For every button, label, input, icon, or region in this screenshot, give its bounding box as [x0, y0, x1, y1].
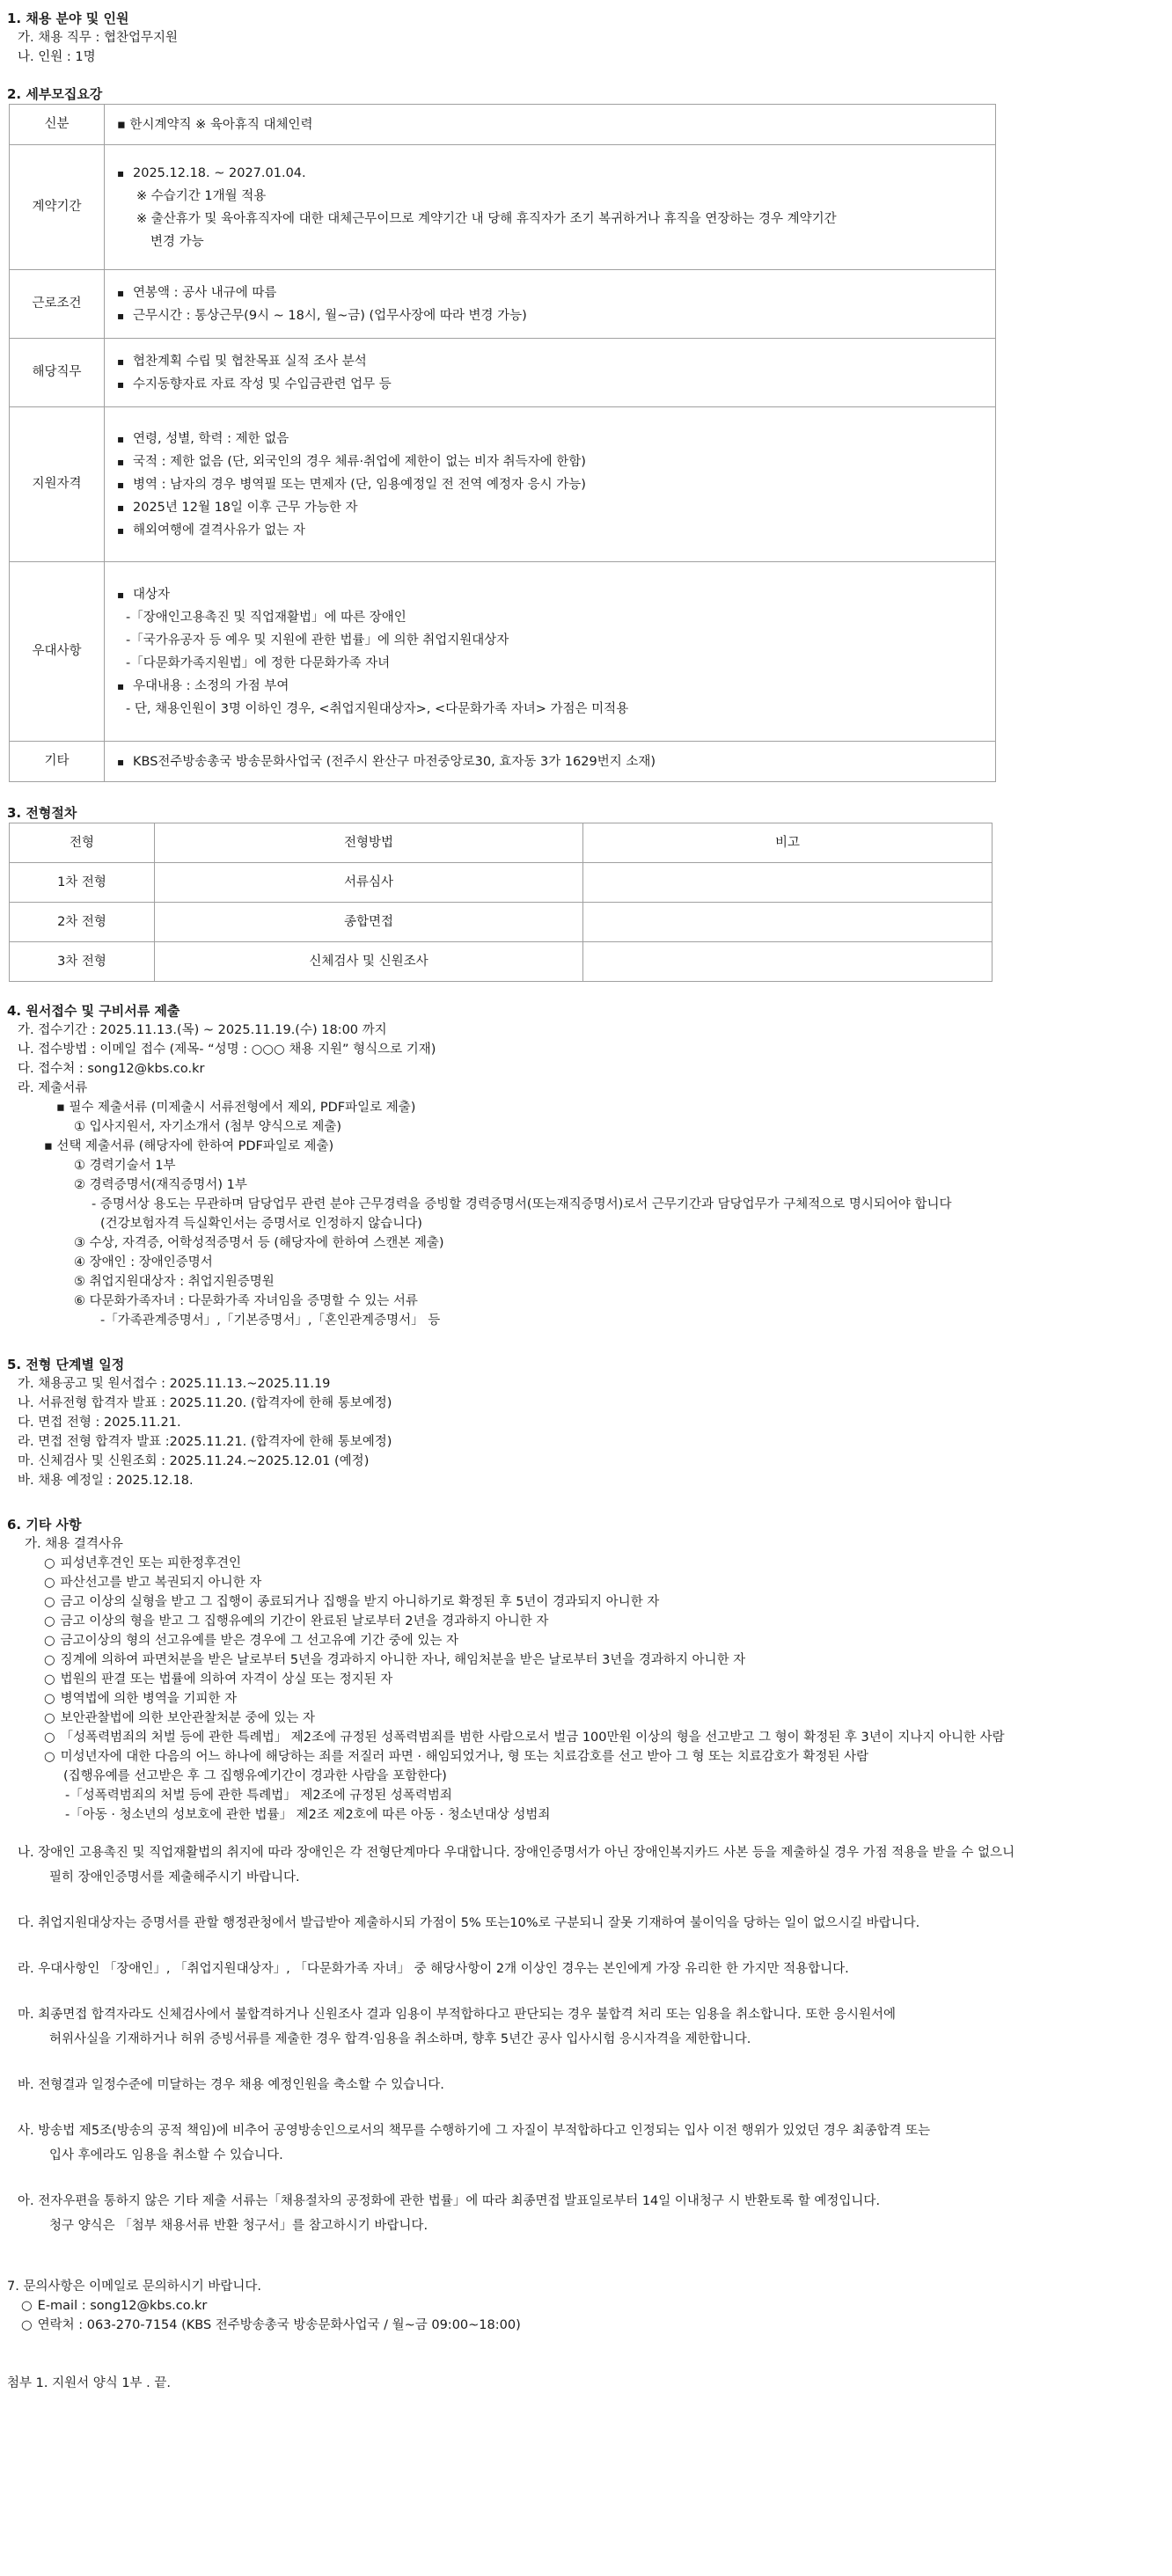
schedule-item: 다. 면접 전형 : 2025.11.21.	[18, 1416, 181, 1430]
row-text: -「장애인고용촉진 및 직업재활법」에 따른 장애인	[126, 610, 407, 625]
documents-heading: 라. 제출서류	[18, 1081, 88, 1095]
notice-line: 라. 우대사항인 「장애인」, 「취업지원대상자」, 「다문화가족 자녀」 중 해당사항이 2개 이상인 경우는 본인에게 가장 유리한 한 가지만 적용합니다.	[18, 1962, 849, 1976]
table-row	[10, 942, 993, 982]
row-text: ▪ 국적 : 제한 없음 (단, 외국인의 경우 체류·취업에 제한이 없는 비자 취득자에 한함)	[117, 450, 986, 473]
row-text: ▪ 우대내용 : 소정의 가점 부여	[117, 675, 986, 698]
attachment-note: 첨부 1. 지원서 양식 1부 . 끝.	[7, 2376, 171, 2390]
row-text: ▪ 연봉액 : 공사 내규에 따름	[117, 282, 986, 304]
row-text: ▪ 연령, 성별, 학력 : 제한 없음	[117, 428, 986, 450]
row-text: ▪ 수지동향자료 자료 작성 및 수입금관련 업무 등	[117, 373, 986, 396]
table-row	[10, 742, 996, 782]
table-cell: 서류심사	[155, 863, 583, 903]
job-field: 가. 채용 직무 : 협찬업무지원	[18, 31, 179, 45]
notice-line: 나. 장애인 고용촉진 및 직업재활법의 취지에 따라 장애인은 각 전형단계마다 우대합니다. 장애인증명서가 아닌 장애인복지카드 사본 등을 제출하실 경우 가점 적용을 받을 수 없으니	[18, 1846, 1015, 1860]
row-head: 기타	[10, 742, 105, 782]
disqualification-heading: 가. 채용 결격사유	[25, 1537, 123, 1551]
doc-item: ⑤ 취업지원대상자 : 취업지원증명원	[74, 1275, 275, 1289]
row-text: -「다문화가족지원법」에 정한 다문화가족 자녀	[126, 655, 391, 670]
schedule-item: 나. 서류전형 합격자 발표 : 2025.11.20. (합격자에 한해 통보예정)	[18, 1396, 392, 1410]
schedule-item: 가. 채용공고 및 원서접수 : 2025.11.13.~2025.11.19	[18, 1377, 331, 1391]
doc-item: ⑥ 다문화가족자녀 : 다문화가족 자녀임을 증명할 수 있는 서류	[74, 1294, 418, 1308]
disqualification-item: ○ 법원의 판결 또는 법률에 의하여 자격이 상실 또는 정지된 자	[7, 1670, 1172, 1689]
notice-paragraph	[7, 2189, 1172, 2238]
notice-line: 바. 전형결과 일정수준에 미달하는 경우 채용 예정인원을 축소할 수 있습니다.	[18, 2078, 444, 2092]
column-header: 전형	[10, 823, 155, 863]
disqualification-note: -「아동 · 청소년의 성보호에 관한 법률」 제2조 제2호에 따른 아동 · 청소년대상 성범죄	[65, 1808, 551, 1822]
row-text: ▪ 2025년 12월 18일 이후 근무 가능한 자	[117, 496, 986, 519]
notice-paragraph	[7, 1957, 1172, 1981]
table-cell: 2차 전형	[10, 903, 155, 942]
row-text: ▪ 근무시간 : 통상근무(9시 ~ 18시, 월~금) (업무사장에 따라 변경 가능)	[117, 304, 986, 327]
contact-phone: ○ 연락처 : 063-270-7154 (KBS 전주방송총국 방송문화사업국 / 월~금 09:00~18:00)	[7, 2316, 1172, 2335]
table-row	[10, 863, 993, 903]
section-5-title: 5. 전형 단계별 일정	[7, 1357, 125, 1372]
row-text: ▪ 대상자	[117, 583, 986, 606]
table-row	[10, 339, 996, 407]
notice-paragraph	[7, 2002, 1172, 2052]
doc-item: ① 입사지원서, 자기소개서 (첨부 양식으로 제출)	[74, 1120, 342, 1134]
required-docs: ▪ 필수 제출서류 (미제출시 서류전형에서 제외, PDF파일로 제출)	[56, 1101, 416, 1115]
optional-docs: ▪ 선택 제출서류 (해당자에 한하여 PDF파일로 제출)	[44, 1139, 334, 1153]
headcount: 나. 인원 : 1명	[18, 50, 96, 64]
table-header-row	[10, 823, 993, 863]
doc-item: ③ 수상, 자격증, 어학성적증명서 등 (해당자에 한하여 스캔본 제출)	[74, 1236, 444, 1250]
disqualification-item: ○ 파산선고를 받고 복권되지 아니한 자	[7, 1573, 1172, 1592]
row-head: 근로조건	[10, 270, 105, 339]
notice-paragraph	[7, 1841, 1172, 1890]
section-7-title: 7. 문의사항은 이메일로 문의하시기 바랍니다.	[7, 2280, 262, 2294]
notice-line: 입사 후에라도 임용을 취소할 수 있습니다.	[49, 2148, 283, 2163]
doc-item: ④ 장애인 : 장애인증명서	[74, 1255, 213, 1270]
apply-period: 가. 접수기간 : 2025.11.13.(목) ~ 2025.11.19.(수) 18:00 까지	[18, 1023, 387, 1037]
notice-line: 필히 장애인증명서를 제출해주시기 바랍니다.	[49, 1870, 300, 1884]
disqualification-item: ○ 금고 이상의 실형을 받고 그 집행이 종료되거나 집행을 받지 아니하기로 확정된 후 5년이 경과되지 아니한 자	[7, 1592, 1172, 1612]
doc-note: - 증명서상 용도는 무관하며 담당업무 관련 분야 근무경력을 증빙할 경력증명서(또는재직증명서)로서 근무기간과 담당업무가 구체적으로 명시되어야 합니다	[92, 1197, 952, 1211]
disqualification-note: (집행유예를 선고받은 후 그 집행유예기간이 경과한 사람을 포함한다)	[63, 1769, 447, 1783]
doc-item: ① 경력기술서 1부	[74, 1159, 176, 1173]
table-row	[10, 105, 996, 145]
disqualification-note: -「성폭력범죄의 처벌 등에 관한 특례법」 제2조에 규정된 성폭력범죄	[65, 1789, 452, 1803]
doc-note: (건강보험자격 득실확인서는 증명서로 인정하지 않습니다)	[100, 1217, 422, 1231]
column-header: 전형방법	[155, 823, 583, 863]
row-head: 신분	[10, 105, 105, 145]
row-text: ※ 수습기간 1개월 적용	[136, 188, 267, 203]
section-3-title: 3. 전형절차	[7, 805, 77, 821]
row-head: 해당직무	[10, 339, 105, 407]
table-row	[10, 145, 996, 270]
process-table	[9, 823, 993, 982]
disqualification-item: ○ 보안관찰법에 의한 보안관찰처분 중에 있는 자	[7, 1709, 1172, 1728]
schedule-item: 마. 신체검사 및 신원조회 : 2025.11.24.~2025.12.01 (예정)	[18, 1454, 370, 1468]
row-text: ▪ 협찬계획 수립 및 협찬목표 실적 조사 분석	[117, 350, 986, 373]
notice-paragraph	[7, 2073, 1172, 2097]
row-head: 우대사항	[10, 562, 105, 742]
notice-paragraph	[7, 2119, 1172, 2168]
table-cell	[583, 863, 993, 903]
row-text: ▪ 한시계약직 ※ 육아휴직 대체인력	[117, 117, 313, 132]
disqualification-item: ○ 금고이상의 형의 선고유예를 받은 경우에 그 선고유예 기간 중에 있는 자	[7, 1631, 1172, 1650]
table-row	[10, 407, 996, 562]
disqualification-item: ○ 「성폭력범죄의 처벌 등에 관한 특례법」 제2조에 규정된 성폭력범죄를 범한 사람으로서 벌금 100만원 이상의 형을 선고받고 그 형이 확정된 후 3년이 지나지 아니한 사람	[7, 1728, 1172, 1747]
row-text: ▪ 2025.12.18. ~ 2027.01.04.	[117, 162, 986, 185]
notice-paragraph	[7, 1911, 1172, 1936]
table-cell: 1차 전형	[10, 863, 155, 903]
column-header: 비고	[583, 823, 993, 863]
row-text: ※ 출산휴가 및 육아휴직자에 대한 대체근무이므로 계약기간 내 당해 휴직자가 조기 복귀하거나 휴직을 연장하는 경우 계약기간	[136, 211, 837, 226]
table-cell	[583, 942, 993, 982]
notice-line: 청구 양식은 「첨부 채용서류 반환 청구서」를 참고하시기 바랍니다.	[49, 2219, 429, 2233]
disqualification-item: ○ 병역법에 의한 병역을 기피한 자	[7, 1689, 1172, 1709]
section-6-title: 6. 기타 사항	[7, 1517, 82, 1533]
row-text: ▪ 해외여행에 결격사유가 없는 자	[117, 519, 986, 542]
section-2-title: 2. 세부모집요강	[7, 86, 103, 102]
section-1-title: 1. 채용 분야 및 인원	[7, 11, 129, 26]
notice-line: 사. 방송법 제5조(방송의 공적 책임)에 비추어 공영방송인으로서의 책무를 수행하기에 그 자질이 부적합하다고 인정되는 입사 이전 행위가 있었던 경우 최종합격 또는	[18, 2124, 931, 2138]
table-cell: 종합면접	[155, 903, 583, 942]
apply-method: 나. 접수방법 : 이메일 접수 (제목- “성명 : ○○○ 채용 지원” 형식으로 기재)	[18, 1043, 436, 1057]
schedule-item: 라. 면접 전형 합격자 발표 :2025.11.21. (합격자에 한해 통보예정)	[18, 1435, 392, 1449]
disqualification-item: ○ 징계에 의하여 파면처분을 받은 날로부터 5년을 경과하지 아니한 자나, 해임처분을 받은 날로부터 3년을 경과하지 아니한 자	[7, 1650, 1172, 1670]
apply-email: 다. 접수처 : song12@kbs.co.kr	[18, 1062, 205, 1076]
contact-email: ○ E-mail : song12@kbs.co.kr	[7, 2296, 1172, 2316]
disqualification-item: ○ 금고 이상의 형을 받고 그 집행유예의 기간이 완료된 날로부터 2년을 경과하지 아니한 자	[7, 1612, 1172, 1631]
table-cell: 신체검사 및 신원조사	[155, 942, 583, 982]
table-row	[10, 270, 996, 339]
doc-note: -「가족관계증명서」,「기본증명서」,「혼인관계증명서」 등	[100, 1314, 441, 1328]
disqualification-item: ○ 피성년후견인 또는 피한정후견인	[7, 1554, 1172, 1573]
row-text: - 단, 채용인원이 3명 이하인 경우, <취업지원대상자>, <다문화가족 자녀> 가점은 미적용	[126, 701, 629, 716]
row-text: ▪ KBS전주방송총국 방송문화사업국 (전주시 완산구 마전중앙로30, 효자동 3가 1629번지 소재)	[117, 750, 986, 773]
disqualification-item: ○ 미성년자에 대한 다음의 어느 하나에 해당하는 죄를 저질러 파면 · 해임되었거나, 형 또는 치료감호를 선고 받아 그 형 또는 치료감호가 확정된 사람	[7, 1747, 1172, 1767]
row-text: 변경 가능	[150, 234, 204, 249]
row-text: ▪ 병역 : 남자의 경우 병역필 또는 면제자 (단, 임용예정일 전 전역 예정자 응시 가능)	[117, 473, 986, 496]
section-4-title: 4. 원서접수 및 구비서류 제출	[7, 1003, 180, 1019]
row-head: 계약기간	[10, 145, 105, 270]
notice-line: 마. 최종면접 합격자라도 신체검사에서 불합격하거나 신원조사 결과 임용이 부적합하다고 판단되는 경우 불합격 처리 또는 임용을 취소합니다. 또한 응시원서에	[18, 2008, 897, 2022]
table-cell: 3차 전형	[10, 942, 155, 982]
requirements-table	[9, 104, 996, 782]
table-row	[10, 903, 993, 942]
notice-line: 아. 전자우편을 통하지 않은 기타 제출 서류는「채용절차의 공정화에 관한 법률」에 따라 최종면접 발표일로부터 14일 이내청구 시 반환토록 할 예정입니다.	[18, 2194, 881, 2208]
notice-line: 허위사실을 기재하거나 허위 증빙서류를 제출한 경우 합격·임용을 취소하며, 향후 5년간 공사 입사시험 응시자격을 제한합니다.	[49, 2032, 751, 2046]
schedule-item: 바. 채용 예정일 : 2025.12.18.	[18, 1474, 194, 1488]
row-head: 지원자격	[10, 407, 105, 562]
notice-line: 다. 취업지원대상자는 증명서를 관할 행정관청에서 발급받아 제출하시되 가점이 5% 또는10%로 구분되니 잘못 기재하여 불이익을 당하는 일이 없으시길 바랍니다.	[18, 1916, 920, 1930]
table-row	[10, 562, 996, 742]
doc-item: ② 경력증명서(재직증명서) 1부	[74, 1178, 247, 1192]
table-cell	[583, 903, 993, 942]
row-text: -「국가유공자 등 예우 및 지원에 관한 법률」에 의한 취업지원대상자	[126, 633, 509, 648]
